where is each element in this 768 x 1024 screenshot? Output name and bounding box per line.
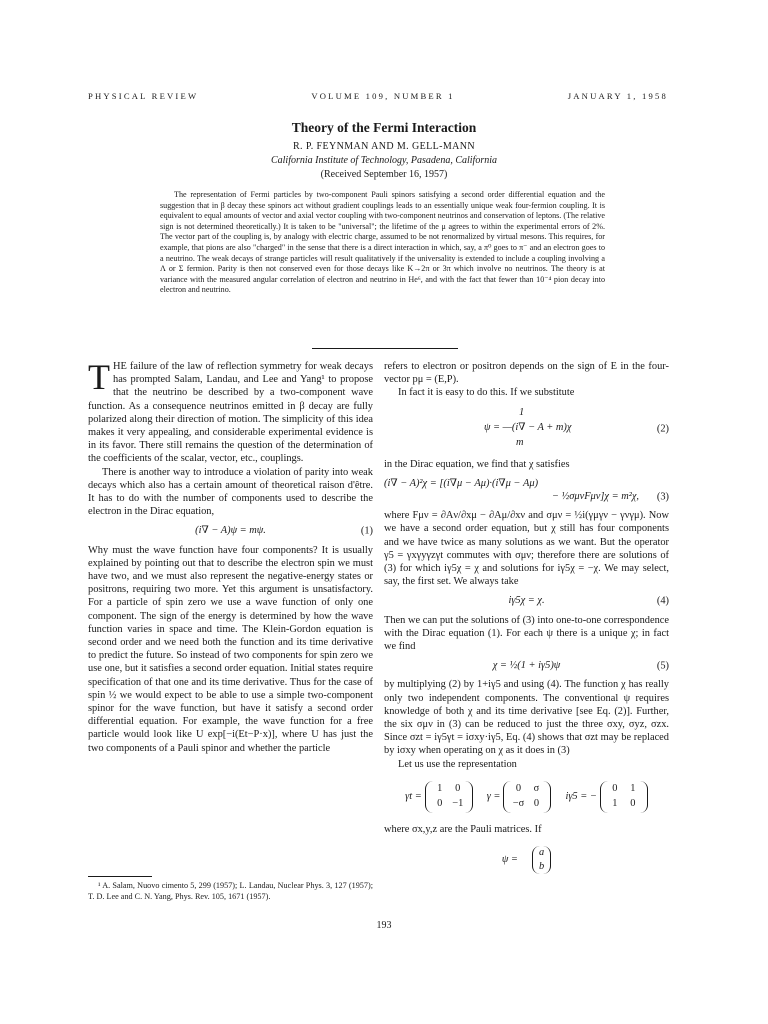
equation-number: (5): [656, 660, 669, 672]
matrix-entry: 1: [630, 782, 636, 794]
gamma-matrix-representation: [384, 781, 669, 813]
matrix-entry: 0: [515, 782, 522, 794]
intro-text: HE failure of the law of reflection symmetry for weak decays has prompted Salam, Landau, and Lee and Yang¹ to propose that the neutrino be described by a two-component wave function. As a consequence neutrinos emitted in β decay are fully polarized along their direction of motion. The simplicity of this idea makes it very appealing, and considerable experimental evidence is in its favor. There still remains the question of the determination of the coefficients of the scalar, vector, etc., couplings.: [88, 361, 373, 465]
footnote-divider: [88, 876, 152, 877]
matrix-grid: [503, 781, 551, 813]
body-paragraph: where σx,y,z are the Pauli matrices. If: [384, 823, 542, 835]
body-paragraph: where Fμν = ∂Aν/∂xμ − ∂Aμ/∂xν and σμν = ½i(γμγν − γνγμ). Now we have a second order equation, but χ still has four components and we have twice as many solutions as we want. But the operator γ5 = γxγyγzγt commutes with σμν; therefore there are solutions of (3) for which iγ5χ = χ and solutions for iγ5χ = −χ. We may select, say, the first set. We always take: [384, 510, 669, 588]
abstract: The representation of Fermi particles by two-component Pauli spinors satisfying a second order differential equation and the suggestion that in β decay these spinors act without gradient couplings leads to an essentially unique weak four-fermion coupling. It is equivalent to equal amounts of vector and axial vector coupling with two-component neutrinos and conservation of leptons. (The relative sign is not determined theoretically.) It is taken to be "universal"; the lifetime of the μ agrees to within the experimental errors of 2%. The vector part of the coupling is, by analogy with electric charge, assumed to be not renormalized by virtual mesons. This requires, for example, that pions are also "charged" in the sense that there is a direct interaction in which, say, a π⁰ goes to π⁻ and an electron goes to a neutrino. The weak decays of strange particles will result qualitatively if the universality is extended to include a coupling involving a Λ or Σ fermion. Parity is then not conserved even for those decays like K→2π or 3π which involve no neutrinos. The theory is at variance with the measured angular correlation of electron and neutrino in He⁶, and with the fact that fewer than 10⁻⁴ pion decay into electron and neutrino.: [160, 190, 605, 295]
equation-line: (i∇ − A)²χ = [(i∇μ − Aμ)·(i∇μ − Aμ): [384, 477, 539, 489]
matrix-entry: 1: [437, 782, 443, 794]
left-column: [88, 357, 373, 755]
body-paragraph: Then we can put the solutions of (3) into one-to-one correspondence with the Dirac equation (1). For each ψ there is a unique χ; in fact we find: [384, 614, 669, 653]
paper-title: Theory of the Fermi Interaction: [291, 120, 477, 135]
matrix-entry: 1: [612, 797, 618, 809]
fraction-numerator: 1: [519, 406, 525, 418]
body-paragraph: refers to electron or positron depends on the sign of E in the four-vector pμ = (E,P).: [384, 361, 669, 386]
fraction-denominator: m: [516, 436, 524, 448]
matrix-label: γ =: [486, 791, 501, 803]
gamma-t-matrix: [405, 781, 473, 813]
equation-number: (2): [656, 423, 669, 435]
journal-name: PHYSICAL REVIEW: [88, 91, 199, 101]
equation-body: χ = ½(1 + iγ5)ψ: [492, 660, 561, 672]
matrix-entry: 0: [612, 782, 618, 794]
body-paragraph: Why must the wave function have four components? It is usually explained by pointing out that to describe the electron spin we must have two, and we must also represent the negative-energy states or positrons, requiring two more. Yet this argument is unsatisfactory. For a particle of spin zero we use a wave function of only one component. The sign of the energy is determined by how the wave function varies in space and time. The Klein-Gordon equation is second order and we need both the function and its time derivative to predict the future. So instead of two components for spin zero we use one, but it satisfies a second order equation. Initial states require specification of that one and its time derivative. Thus for the case of spin ½ we would expect to be able to use a simple two-component spinor for the wave function, but have it satisfy a second order differential equation. For example, the wave function for a free particle would look like U exp[−i(Et−P·x)], where U has just the two components of a Pauli spinor and whether the particle: [88, 544, 373, 754]
matrix-entry: −σ: [512, 797, 525, 809]
matrix-grid: [600, 781, 648, 813]
equation-3: [384, 477, 669, 503]
running-header: [88, 91, 668, 101]
gamma5-matrix: [565, 781, 647, 813]
vector-label: ψ =: [501, 854, 518, 866]
matrix-entry: 0: [455, 782, 461, 794]
affiliation: California Institute of Technology, Pasadena, California: [270, 155, 498, 166]
matrix-entry: σ: [533, 782, 540, 794]
matrix-label: iγ5 = −: [565, 791, 597, 803]
author-line: R. P. FEYNMAN AND M. GELL-MANN: [292, 141, 475, 152]
matrix-entry: 0: [533, 797, 540, 809]
drop-cap: T: [88, 357, 110, 397]
matrix-entry: 0: [630, 797, 636, 809]
right-column: [384, 360, 669, 884]
equation-2: [384, 406, 669, 452]
vector-entry: a: [538, 847, 545, 859]
equation-4: [384, 594, 669, 607]
equation-body: (i∇ − A)ψ = mψ.: [195, 525, 266, 537]
equation-body: ψ = —(i∇ − A + m)χ: [484, 421, 572, 433]
matrix-entry: 0: [437, 797, 443, 809]
equation-number: (1): [360, 525, 373, 537]
intro-paragraph: [88, 357, 373, 466]
matrix-grid: [425, 781, 473, 813]
matrix-label: γt =: [405, 791, 422, 803]
footnote: ¹ A. Salam, Nuovo cimento 5, 299 (1957); L. Landau, Nuclear Phys. 3, 127 (1957); T. D. Lee and C. N. Yang, Phys. Rev. 105, 1671 (1957).: [88, 881, 373, 901]
page-number: 193: [376, 920, 392, 931]
body-paragraph: Let us use the representation: [398, 758, 517, 770]
equation-number: (3): [656, 491, 669, 503]
psi-spinor: [384, 846, 669, 874]
body-paragraph: by multiplying (2) by 1+iγ5 and using (4). The function χ has really only two independent components. The conventional ψ requires knowledge of both χ and its time derivative [see Eq. (2)]. Further, the six σμν in (3) can be reduced to just the three σxy, σyz, σzx. Since σzt = iγ5γt = iσxy·iγ5, Eq. (4) shows that σzt may be replaced by iσxy when operating on χ as it does in (3): [384, 679, 669, 757]
equation-body: iγ5χ = χ.: [508, 595, 545, 607]
issue-date: JANUARY 1, 1958: [567, 91, 668, 101]
equation-5: [384, 659, 669, 672]
equation-line-text: − ½σμνFμν]χ = m²χ,: [551, 491, 639, 503]
vector-entry: b: [538, 861, 545, 873]
equation-number: (4): [656, 595, 669, 607]
matrix-entry: −1: [452, 797, 464, 809]
received-date: (Received September 16, 1957): [320, 169, 448, 180]
equation-1: [88, 524, 373, 537]
body-paragraph: in the Dirac equation, we find that χ satisfies: [384, 458, 570, 470]
body-paragraph: There is another way to introduce a violation of parity into weak decays which also has a certain amount of theoretical raison d'être. It has to do with the number of components used to describe the electron in the Dirac equation,: [88, 466, 373, 518]
volume-number: VOLUME 109, NUMBER 1: [311, 91, 455, 101]
section-divider: [312, 348, 458, 349]
equation-line: [384, 490, 669, 503]
gamma-matrix: [487, 781, 552, 813]
body-paragraph: In fact it is easy to do this. If we substitute: [398, 387, 575, 399]
spinor-vector: [532, 846, 551, 874]
